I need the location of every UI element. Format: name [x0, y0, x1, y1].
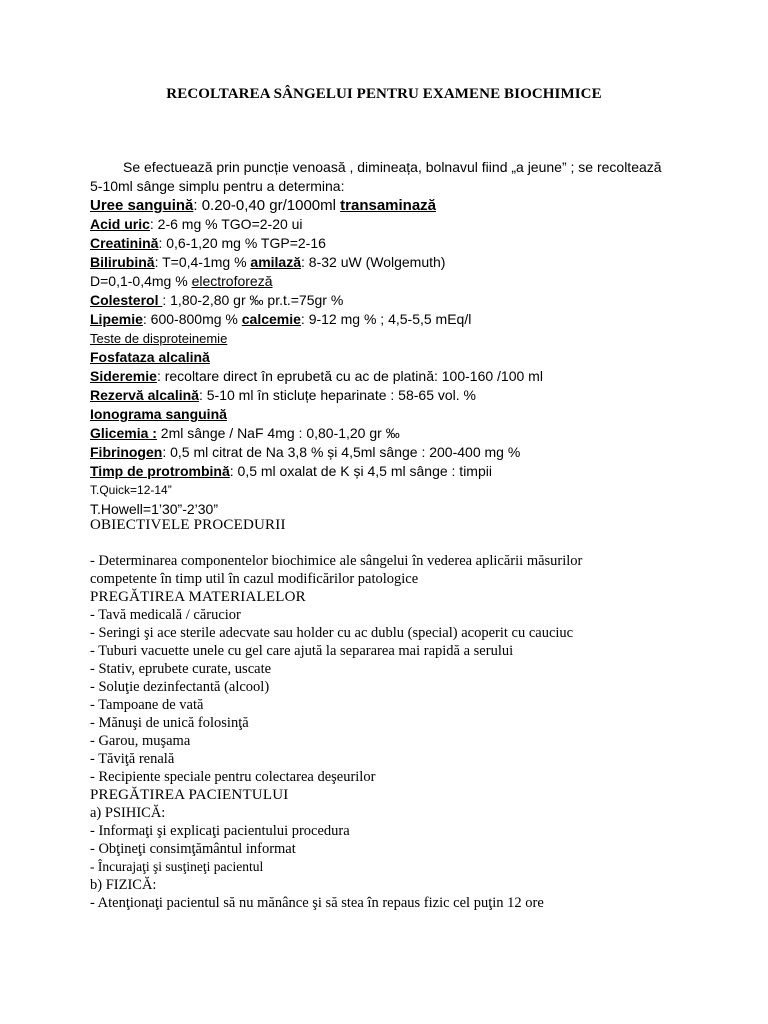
teste-disproteinemie-label: Teste de disproteinemie	[90, 331, 228, 346]
tquick-value: T.Quick=12-14”	[90, 483, 172, 497]
electroforeza-label: electroforeză	[191, 273, 273, 289]
ionograma-label: Ionograma sanguină	[90, 406, 227, 422]
pacient-heading: PREGĂTIREA PACIENTULUI	[90, 787, 289, 803]
row-tquick	[90, 481, 710, 500]
material-item: - Mănuşi de unică folosinţă	[90, 715, 249, 731]
fibrinogen-label: Fibrinogen	[90, 444, 163, 460]
timp-protrombina-value: : 0,5 ml oxalat de K și 4,5 ml sânge : timpii	[229, 463, 492, 479]
material-item: - Tampoane de vată	[90, 697, 204, 713]
colesterol-label: Colesterol	[90, 292, 163, 308]
creatinina-value: : 0,6-1,20 mg % TGP=2-16	[158, 235, 326, 251]
lipemie-label: Lipemie	[90, 311, 143, 327]
row-colesterol	[90, 291, 710, 310]
materiale-heading: PREGĂTIREA MATERIALELOR	[90, 589, 306, 605]
intro-line-1: Se efectuează prin puncție venoasă , dimineața, bolnavul fiind „a jeune” ; se recoltează	[123, 159, 662, 175]
uree-label: Uree sanguină	[90, 197, 194, 214]
glicemia-label: Glicemia :	[90, 425, 157, 441]
material-item: - Garou, muşama	[90, 733, 191, 749]
row-bilirubina-directa	[90, 272, 710, 291]
row-sideremie	[90, 367, 710, 386]
analysis-list	[90, 196, 710, 519]
timp-protrombina-label: Timp de protrombină	[90, 463, 230, 479]
psihica-subheading: a) PSIHICĂ:	[90, 805, 166, 821]
fosfataza-label: Fosfataza alcalină	[90, 349, 210, 365]
page-title: RECOLTAREA SÂNGELUI PENTRU EXAMENE BIOCHIMICE	[166, 86, 602, 102]
row-bilirubina	[90, 253, 710, 272]
row-rezerva-alcalina	[90, 386, 710, 405]
psihica-item: - Încurajaţi şi susţineţi pacientul	[90, 859, 264, 874]
bilirubina-value: : T=0,4-1mg %	[154, 254, 251, 270]
obiective-heading: OBIECTIVELE PROCEDURII	[90, 517, 286, 533]
psihica-item: - Informaţi şi explicaţi pacientului procedura	[90, 823, 350, 839]
sideremie-value: : recoltare direct în eprubetă cu ac de platină: 100-160 /100 ml	[156, 368, 543, 384]
thowell-value: T.Howell=1’30”-2’30”	[90, 501, 219, 517]
lipemie-value: : 600-800mg %	[142, 311, 242, 327]
transaminaza-label: transaminază	[340, 197, 437, 214]
calcemie-value: : 9-12 mg % ; 4,5-5,5 mEq/l	[300, 311, 472, 327]
acid-uric-value: : 2-6 mg % TGO=2-20 ui	[149, 216, 303, 232]
bilirubina-directa-value: D=0,1-0,4mg %	[90, 273, 192, 289]
intro-paragraph	[90, 158, 690, 196]
uree-value: : 0.20-0,40 gr/1000ml	[193, 197, 341, 214]
row-creatinina	[90, 234, 710, 253]
row-glicemia	[90, 424, 710, 443]
psihica-item: - Obţineţi consimţământul informat	[90, 841, 296, 857]
amilaza-value: : 8-32 uW (Wolgemuth)	[301, 254, 446, 270]
sideremie-label: Sideremie	[90, 368, 157, 384]
row-lipemie	[90, 310, 710, 329]
material-item: - Tavă medicală / cărucior	[90, 607, 241, 623]
material-item: - Tăviţă renală	[90, 751, 175, 767]
intro-line-2: 5-10ml sânge simplu pentru a determina:	[90, 178, 345, 194]
glicemia-value: 2ml sânge / NaF 4mg : 0,80-1,20 gr ‰	[156, 425, 400, 441]
fibrinogen-value: : 0,5 ml citrat de Na 3,8 % și 4,5ml sânge : 200-400 mg %	[162, 444, 521, 460]
material-item: - Tuburi vacuette unele cu gel care ajută la separarea mai rapidă a serului	[90, 643, 514, 659]
colesterol-value: : 1,80-2,80 gr ‰ pr.t.=75gr %	[162, 292, 344, 308]
obiective-line-2: competente în timp util în cazul modificărilor patologice	[90, 571, 419, 587]
rezerva-alcalina-value: : 5-10 ml în sticluțe heparinate : 58-65 vol. %	[198, 387, 477, 403]
material-item: - Stativ, eprubete curate, uscate	[90, 661, 272, 677]
fizica-item: - Atenţionaţi pacientul să nu mănânce şi să stea în repaus fizic cel puţin 12 ore	[90, 895, 544, 911]
row-fibrinogen	[90, 443, 710, 462]
row-ionograma	[90, 405, 710, 424]
material-item: - Soluţie dezinfectantă (alcool)	[90, 679, 270, 695]
procedure-section	[90, 516, 730, 912]
material-item: - Recipiente speciale pentru colectarea deşeurilor	[90, 769, 376, 785]
amilaza-label: amilază	[250, 254, 301, 270]
obiective-line-1: - Determinarea componentelor biochimice ale sângelui în vederea aplicării măsurilor	[90, 553, 583, 569]
row-teste-disproteinemie	[90, 329, 710, 348]
row-uree	[90, 196, 710, 215]
acid-uric-label: Acid uric	[90, 216, 150, 232]
material-item: - Seringi şi ace sterile adecvate sau holder cu ac dublu (special) acoperit cu cauciuc	[90, 625, 574, 641]
fizica-subheading: b) FIZICĂ:	[90, 877, 157, 893]
row-fosfataza	[90, 348, 710, 367]
row-acid-uric	[90, 215, 710, 234]
rezerva-alcalina-label: Rezervă alcalină	[90, 387, 199, 403]
calcemie-label: calcemie	[241, 311, 301, 327]
bilirubina-label: Bilirubină	[90, 254, 155, 270]
creatinina-label: Creatinină	[90, 235, 159, 251]
row-timp-protrombina	[90, 462, 710, 481]
